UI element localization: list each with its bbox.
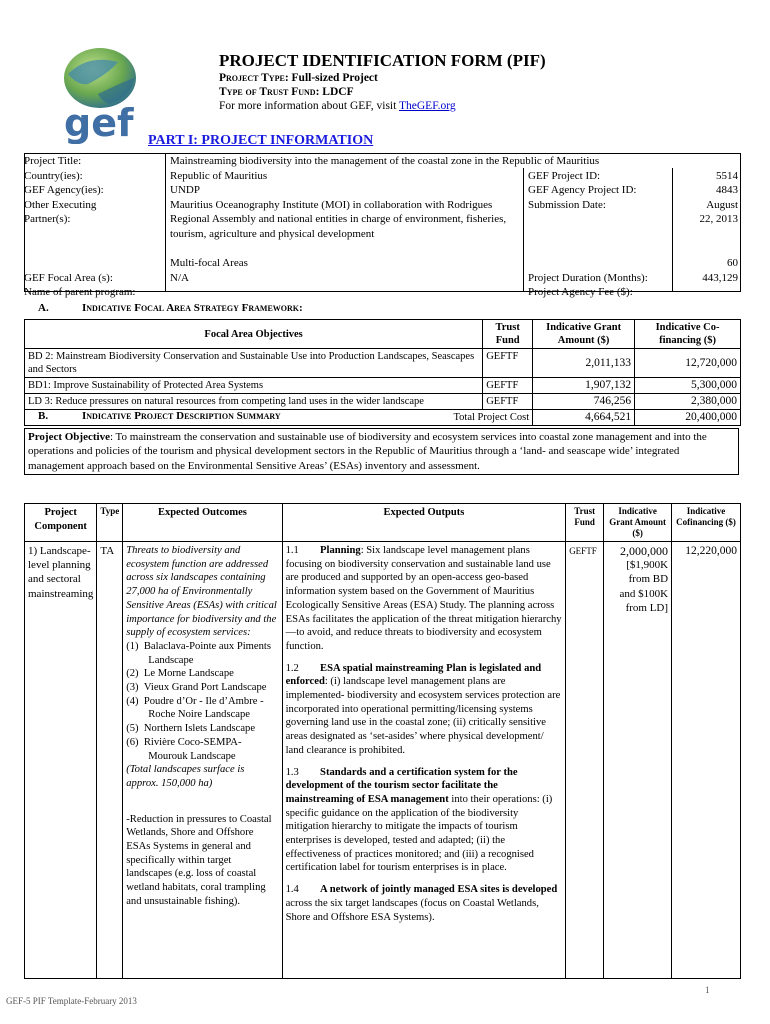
output-text: into their operations: (i) specific guidance on the application of the biodiversity mitigation hierarchy to mitigate the impacts of tourism enterprises is developed, tested and adapted; (ii) the effectiveness of practices monitored; and (iii) a recognised certification label for tourism enterprises is in place. [285,793,553,874]
project-id-label: GEF Project ID: [528,169,601,182]
spacer [126,791,278,813]
objective-cell: BD 2: Mainstream Biodiversity Conservation and Sustainable Use into Production Landscapes, Seascapes and Sectors [25,349,483,378]
spacer [528,212,678,270]
section-b-title: Indicative Project Description Summary [82,410,281,422]
country-label: Country(ies): [24,169,83,182]
table-row [25,542,741,979]
total-cofin: 20,400,000 [635,410,741,426]
grant-cell: 1,907,132 [533,378,635,394]
outputs-cell [282,542,566,979]
list-item: (1) Balaclava-Pointe aux Piments Landscape [126,640,271,666]
header-grant: Indicative Grant Amount ($) [604,504,672,542]
fund-cell: GEFTF [483,394,533,410]
outcomes-cell [123,542,282,979]
project-id-value: 5514 [716,169,738,182]
project-title-label: Project Title: [24,155,82,167]
footer-text: GEF-5 PIF Template-February 2013 [6,996,137,1006]
objective-cell: LD 3: Reduce pressures on natural resources from competing land uses in the wider landscape [25,394,483,410]
trust-fund-line: Type of Trust Fund: LDCF [219,86,354,98]
info-right-border [740,153,741,292]
section-a-title: Indicative Focal Area Strategy Framework: [82,302,303,314]
objective-cell: BD1: Improve Sustainability of Protected Area Systems [25,378,483,394]
fee-label: Project Agency Fee ($): [528,286,633,299]
grant-note: and $100K [619,587,669,600]
list-item: (6) Rivière Coco-SEMPA-Mourouk Landscape [126,736,242,762]
output-text: : (i) landscape level management plans are implemented- biodiversity and ecosystem services protection are incorporated into operational permitting/licensing systems governing land use in the coastal zone; (ii) critically sensitive areas designated as ‘set-asides’ where physical development/ land clearance is prohibited. [285,676,561,756]
executing-label-2: Partner(s): [24,213,71,226]
output-number: 1.4 [285,884,299,896]
agency-project-id-value: 4843 [716,184,738,197]
section-a-letter: A. [38,302,49,314]
cofin-cell: 12,220,000 [672,542,741,979]
more-info-line [219,99,739,113]
trust-fund-value: LDCF [322,86,354,98]
section-a-heading [38,302,738,316]
grant-note: [$1,900K [626,559,669,572]
list-item: (2) Le Morne Landscape [126,668,234,680]
form-header [219,51,739,113]
project-type-line: Project Type: Full-sized Project [219,72,378,84]
page-number: 1 [705,985,710,995]
form-title: PROJECT IDENTIFICATION FORM (PIF) [219,51,546,70]
header-outcomes: Expected Outcomes [123,504,282,542]
submission-date-label: Submission Date: [528,198,606,211]
part1-label: PART I: PROJECT INFORMATION [148,133,374,148]
header-outputs: Expected Outputs [282,504,566,542]
output-title: A network of jointly managed ESA sites is developed [320,884,558,896]
landscape-list [126,640,278,763]
spacer [676,227,738,256]
focal-area-label: GEF Focal Area (s): [24,271,113,284]
executing-partners-value: Mauritius Oceanography Institute (MOI) in collaboration with Rodrigues Regional Assembly and national entities in charge of environment, fisheries, tourism, agriculture and physical development [170,198,507,240]
cofin-cell: 12,720,000 [635,349,741,378]
submission-date-value-1: August [706,198,738,211]
grant-cell: 746,256 [533,394,635,410]
header-trust-fund: Trust Fund [483,320,533,349]
more-info-text: For more information about GEF, visit [219,100,397,112]
fee-value: 443,129 [702,271,738,284]
fund-cell: GEFTF [566,542,604,979]
header-cofinancing: Indicative Co-financing ($) [635,320,741,349]
output-text: across the six target landscapes (focus on Coastal Wetlands, Shore and Offshore ESA Systems). [285,897,539,923]
cofin-cell: 2,380,000 [635,394,741,410]
component-cell: 1) Landscape-level planning and sectoral mainstreaming [25,542,97,979]
agency-value: UNDP [170,184,200,197]
cofin-cell: 5,300,000 [635,378,741,394]
grant-cell [604,542,672,979]
agency-project-id-label: GEF Agency Project ID: [528,184,637,197]
executing-label-1: Other Executing [24,198,97,211]
list-item: (4) Poudre d’Or - Ile d’Ambre - Roche Noire Landscape [126,695,264,721]
parent-program-value: N/A [170,271,189,284]
duration-value: 60 [727,257,738,270]
trust-fund-label: Type of Trust Fund [219,86,316,98]
table-header-row [25,320,741,349]
output-1-3 [286,766,563,876]
output-title: Planning [320,545,361,556]
header-type: Type [97,504,123,542]
info-labels [24,154,164,300]
header-objectives: Focal Area Objectives [25,320,483,349]
total-grant: 4,664,521 [533,410,635,426]
outcome-intro: Threats to biodiversity and ecosystem function are addressed across six landscapes containing 27,000 ha of Environmentally Sensitive Areas (ESAs) with critical importance for biodiversity and the supply of ecosystem services: [126,545,277,639]
table-row [25,394,741,410]
list-item: (3) Vieux Grand Port Landscape [126,682,267,694]
output-1-2 [286,662,563,758]
list-item: (5) Northern Islets Landscape [126,723,256,735]
outcome-reduction: -Reduction in pressures to Coastal Wetlands, Shore and Offshore ESAs Systems in general and specifically within target landscapes (e.g. loss of coastal wetland habitats, coral trampling and unsustainable fishing). [126,813,272,907]
output-1-1 [286,544,563,654]
section-b-letter: B. [38,410,49,422]
total-label: Total Project Cost [25,410,533,426]
info-right-values [676,169,738,286]
gef-logo-text: gef [64,101,134,144]
grant-amount: 2,000,000 [620,544,669,558]
table-row [25,349,741,378]
output-number: 1.1 [285,545,299,556]
grant-cell: 2,011,133 [533,349,635,378]
focal-area-value: Multi-focal Areas [170,257,248,270]
gef-website-link[interactable]: TheGEF.org [398,100,456,112]
project-title-value: Mainstreaming biodiversity into the management of the coastal zone in the Republic of Mauritius [170,155,600,167]
project-objective [24,428,739,475]
table-row [25,378,741,394]
part1-heading [148,133,373,149]
objective-text: : To mainstream the conservation and sustainable use of biodiversity and ecosystem services into coastal zone management and into the operations and policies of the tourism and physical development sectors in the Republic of Mauritius through a ‘land- and seascape wide’ integrated management approach based on the Environmental Sensitive Areas’ (ESAs) inventory and assessment. [28,431,707,472]
header-grant: Indicative Grant Amount ($) [533,320,635,349]
submission-date-value-2: 22, 2013 [699,213,738,226]
table-header-row [25,504,741,542]
project-type-value: Full-sized Project [291,72,378,84]
output-title: Standards and a certification system for the development of the tourism sector facilitate the mainstreaming of ESA management [285,766,518,805]
grant-note: from BD [628,573,669,586]
output-text: : Six landscape level management plans focusing on biodiversity conservation and sustainable land use are produced and supported by an open-access geo-based information system based on the Government of Mauritius Ecologically Sensitive Areas (ESA) Study. The planning across ESAs facilitates the application of the threat mitigation hierarchy—to avoid, and reduce threats to biodiversity and ecosystem function. [285,545,562,652]
header-cofinancing: Indicative Cofinancing ($) [672,504,741,542]
fund-cell: GEFTF [483,349,533,378]
country-value: Republic of Mauritius [170,169,268,182]
output-number: 1.3 [285,766,299,778]
grant-note: from LD] [625,601,669,614]
section-b-heading [38,410,738,424]
header-component: Project Component [25,504,97,542]
gef-logo [48,44,168,144]
info-divider-1 [165,153,166,292]
output-1-4 [286,883,563,924]
duration-label: Project Duration (Months): [528,271,648,284]
fund-cell: GEFTF [483,378,533,394]
spacer [24,227,164,271]
info-divider-2 [523,168,524,292]
header-trust-fund: Trust Fund [566,504,604,542]
objective-label: Project Objective [28,431,110,443]
agency-label: GEF Agency(ies): [24,184,104,197]
info-right-labels [528,169,678,300]
output-title: ESA spatial mainstreaming Plan is legislated and enforced [285,662,542,688]
parent-program-label: Name of parent program: [24,286,136,299]
type-cell: TA [97,542,123,979]
output-number: 1.2 [285,662,299,674]
project-type-label: Project Type [219,72,285,84]
outcome-total: (Total landscapes surface is approx. 150,000 ha) [126,764,245,789]
project-description-table [24,503,741,979]
